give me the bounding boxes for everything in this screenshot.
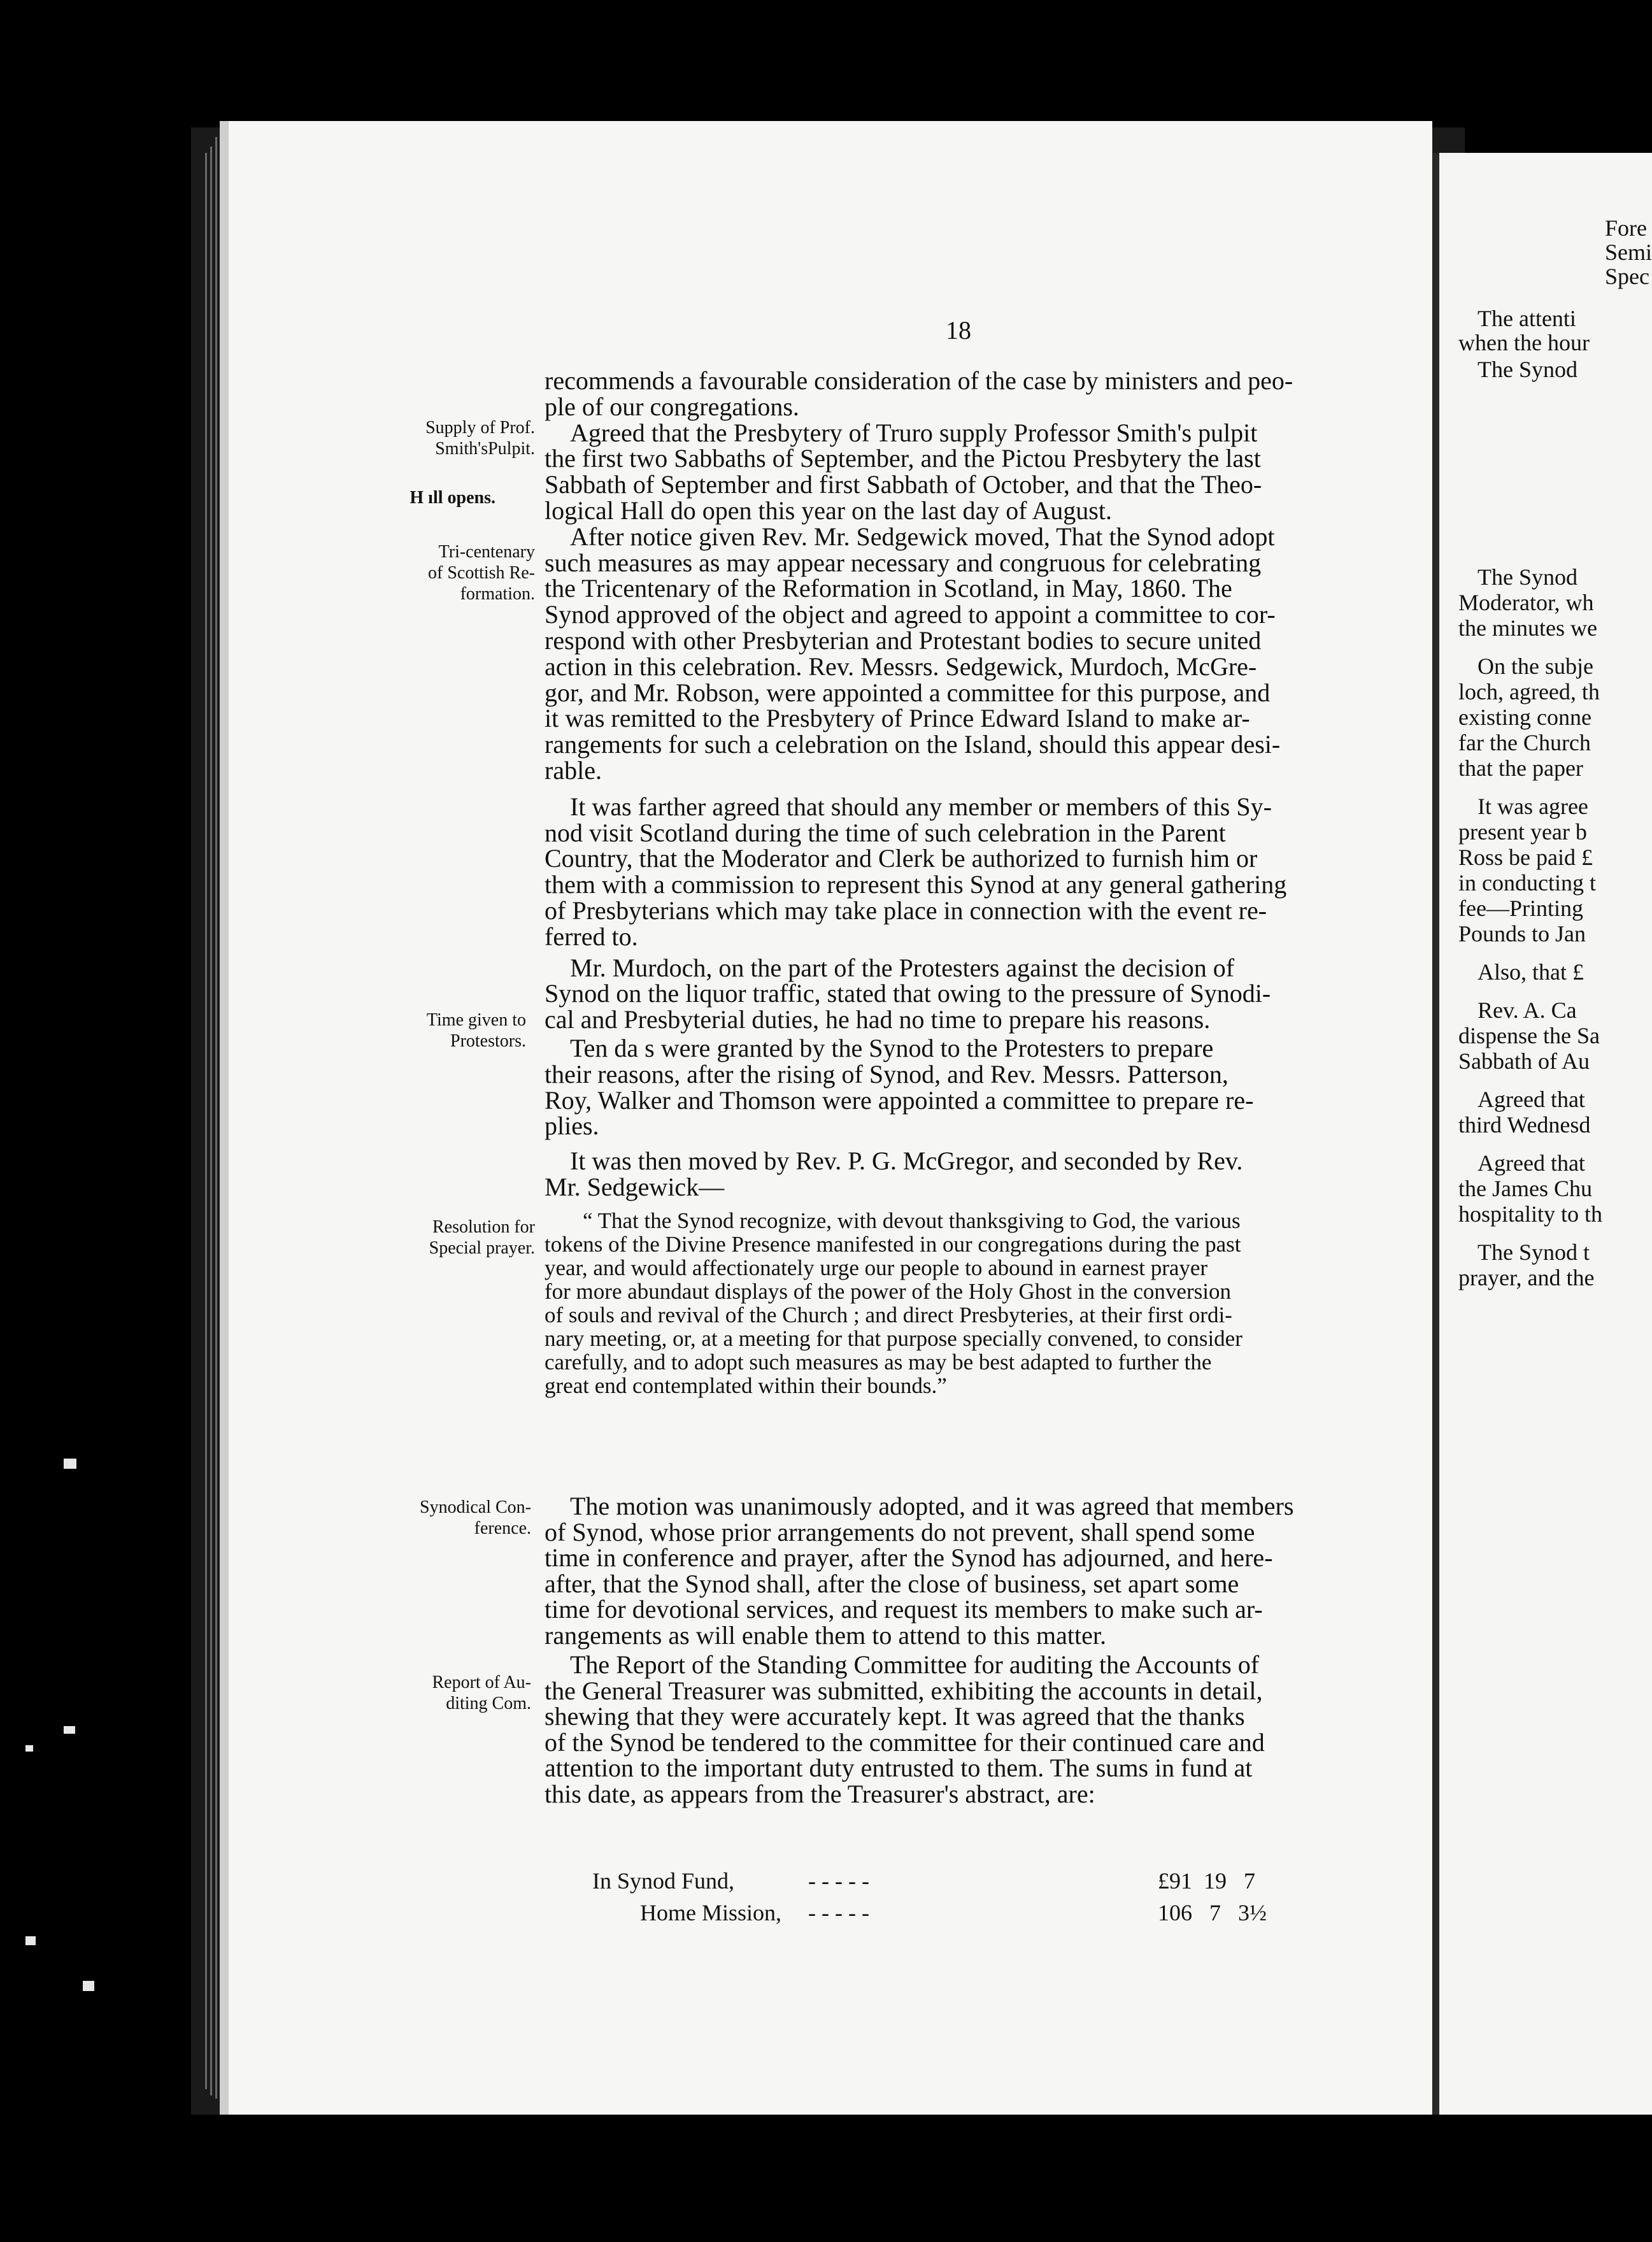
margin-note-line: Report of Au- bbox=[432, 1673, 531, 1692]
text-line: of souls and revival of the Church ; and direct Presbyteries, at their first ordi- bbox=[545, 1303, 1232, 1327]
text-line: time for devotional services, and request its members to make such ar- bbox=[545, 1595, 1263, 1624]
adjacent-page-line: Also, that £ bbox=[1478, 959, 1584, 985]
text-line: Roy, Walker and Thomson were appointed a committee to prepare re- bbox=[545, 1086, 1254, 1115]
scan-artifact bbox=[25, 1936, 36, 1945]
text-line: logical Hall do open this year on the last day of August. bbox=[545, 496, 1112, 525]
margin-note-conference bbox=[420, 1497, 531, 1539]
text-line: rable. bbox=[545, 756, 602, 785]
margin-note-line: ference. bbox=[474, 1518, 531, 1539]
margin-note-line: Supply of Prof. bbox=[425, 418, 535, 438]
adjacent-page-line: when the hour bbox=[1458, 330, 1590, 355]
text-line: ple of our congregations. bbox=[545, 392, 799, 421]
fund-dots: - - - - - bbox=[808, 1900, 869, 1925]
text-line: Synod approved of the object and agreed to appoint a committee to cor- bbox=[545, 600, 1276, 629]
text-line: the Tricentenary of the Reformation in Scotland, in May, 1860. The bbox=[545, 574, 1232, 603]
adjacent-page-line: prayer, and the bbox=[1458, 1265, 1595, 1290]
adjacent-page-line: fee—Printing bbox=[1458, 896, 1583, 921]
adjacent-page-line: Semi bbox=[1605, 239, 1652, 265]
adjacent-page-line: that the paper bbox=[1458, 755, 1583, 781]
adjacent-page-line: Sabbath of Au bbox=[1458, 1048, 1590, 1074]
text-line: this date, as appears from the Treasurer's abstract, are: bbox=[545, 1780, 1095, 1808]
fund-amount: £91 19 7 bbox=[1158, 1868, 1255, 1894]
adjacent-page-line: the minutes we bbox=[1458, 615, 1597, 641]
adjacent-page-line: It was agree bbox=[1478, 794, 1588, 819]
text-line: plies. bbox=[545, 1111, 599, 1140]
adjacent-page-line: The Synod t bbox=[1478, 1239, 1590, 1265]
text-line: The motion was unanimously adopted, and it was agreed that members bbox=[570, 1492, 1294, 1520]
adjacent-page-line: On the subje bbox=[1478, 653, 1593, 679]
text-line: carefully, and to adopt such measures as may be best adapted to further the bbox=[545, 1350, 1212, 1374]
adjacent-page-line: Agreed that bbox=[1478, 1087, 1585, 1112]
adjacent-page-line: in conducting t bbox=[1458, 870, 1596, 896]
text-line: them with a commission to represent this Synod at any general gathering bbox=[545, 870, 1287, 899]
margin-note-line: Smith'sPulpit. bbox=[435, 439, 535, 459]
margin-note-line: Protestors. bbox=[450, 1031, 526, 1052]
adjacent-page-line: Moderator, wh bbox=[1458, 590, 1594, 615]
margin-note-report bbox=[432, 1672, 531, 1714]
scan-artifact bbox=[83, 1981, 94, 1991]
fund-amount: 106 7 3½ bbox=[1158, 1900, 1267, 1925]
margin-note-line: of Scottish Re- bbox=[428, 563, 535, 583]
fund-label: Home Mission, bbox=[640, 1900, 782, 1925]
margin-note-hall bbox=[409, 487, 495, 508]
adjacent-page-line: third Wednesd bbox=[1458, 1112, 1591, 1138]
text-line: rangements for such a celebration on the Island, should this appear desi- bbox=[545, 730, 1281, 759]
text-line: of Synod, whose prior arrangements do not prevent, shall spend some bbox=[545, 1518, 1255, 1546]
adjacent-page-line: The Synod bbox=[1478, 357, 1577, 382]
margin-note-line: Synodical Con- bbox=[420, 1497, 531, 1517]
text-line: great end contemplated within their bounds.” bbox=[545, 1373, 947, 1398]
text-line: year, and would affectionately urge our people to abound in earnest prayer bbox=[545, 1255, 1208, 1280]
text-line: ferred to. bbox=[545, 922, 638, 951]
page-edge bbox=[205, 153, 207, 2089]
adjacent-page-line: the James Chu bbox=[1458, 1176, 1592, 1201]
fund-row-home-mission bbox=[640, 1901, 1267, 1924]
adjacent-page-line: present year b bbox=[1458, 819, 1587, 845]
text-line: it was remitted to the Presbytery of Prince Edward Island to make ar- bbox=[545, 704, 1250, 732]
margin-note-supply bbox=[425, 417, 535, 459]
adjacent-page-line: Rev. A. Ca bbox=[1478, 997, 1577, 1023]
text-line: respond with other Presbyterian and Protestant bodies to secure united bbox=[545, 626, 1262, 655]
adjacent-page-line: Fore bbox=[1605, 215, 1647, 241]
page-number: 18 bbox=[946, 316, 971, 345]
text-line: for more abundaut displays of the power of the Holy Ghost in the conversion bbox=[545, 1279, 1231, 1304]
text-line: Agreed that the Presbytery of Truro supply Professor Smith's pulpit bbox=[570, 418, 1258, 447]
text-line: time in conference and prayer, after the Synod has adjourned, and here- bbox=[545, 1543, 1273, 1572]
text-line: It was farther agreed that should any member or members of this Sy- bbox=[570, 792, 1272, 821]
margin-note-line: Tri-centenary bbox=[438, 542, 535, 562]
adjacent-page-line: The attenti bbox=[1478, 306, 1576, 331]
text-line: cal and Presbyterial duties, he had no time to prepare his reasons. bbox=[545, 1005, 1211, 1034]
text-line: after, that the Synod shall, after the close of business, set apart some bbox=[545, 1569, 1239, 1598]
fund-dots: - - - - - bbox=[808, 1868, 869, 1894]
margin-note-resolution bbox=[429, 1217, 535, 1259]
adjacent-page-line: The Synod bbox=[1478, 564, 1577, 590]
text-line: Ten da s were granted by the Synod to the Protesters to prepare bbox=[570, 1034, 1214, 1062]
margin-note-line: formation. bbox=[460, 584, 535, 604]
page-edge bbox=[215, 137, 217, 2099]
margin-note-time bbox=[427, 1010, 526, 1052]
adjacent-page bbox=[1433, 153, 1652, 2115]
fund-label: In Synod Fund, bbox=[592, 1868, 735, 1894]
margin-note-line: diting Com. bbox=[446, 1694, 531, 1714]
margin-note-line: H ıll opens. bbox=[409, 488, 495, 508]
text-line: The Report of the Standing Committee for auditing the Accounts of bbox=[570, 1650, 1260, 1679]
text-line: It was then moved by Rev. P. G. McGregor, and seconded by Rev. bbox=[570, 1146, 1243, 1175]
text-line: of Presbyterians which may take place in connection with the event re- bbox=[545, 896, 1267, 925]
text-line: Country, that the Moderator and Clerk be authorized to furnish him or bbox=[545, 844, 1258, 873]
scan-artifact bbox=[64, 1459, 76, 1469]
text-line: the General Treasurer was submitted, exhibiting the accounts in detail, bbox=[545, 1676, 1263, 1705]
adjacent-page-line: hospitality to th bbox=[1458, 1201, 1603, 1227]
scan-artifact bbox=[64, 1726, 75, 1734]
adjacent-page-line: loch, agreed, th bbox=[1458, 679, 1600, 704]
fund-row-synod bbox=[592, 1869, 1255, 1892]
text-line: tokens of the Divine Presence manifested in our congregations during the past bbox=[545, 1232, 1241, 1257]
adjacent-page-line: Agreed that bbox=[1478, 1150, 1585, 1176]
margin-note-tricentenary bbox=[428, 541, 535, 604]
text-line: shewing that they were accurately kept. It was agreed that the thanks bbox=[545, 1702, 1245, 1731]
margin-note-line: Special prayer. bbox=[429, 1238, 535, 1259]
text-line: such measures as may appear necessary and congruous for celebrating bbox=[545, 548, 1262, 577]
text-line: Mr. Murdoch, on the part of the Protesters against the decision of bbox=[570, 953, 1235, 982]
text-line: Sabbath of September and first Sabbath of October, and that the Theo- bbox=[545, 470, 1262, 499]
text-line: “ That the Synod recognize, with devout thanksgiving to God, the various bbox=[583, 1208, 1241, 1233]
adjacent-page-line: Pounds to Jan bbox=[1458, 921, 1586, 946]
adjacent-page-line: Spec bbox=[1605, 264, 1649, 289]
text-line: After notice given Rev. Mr. Sedgewick moved, That the Synod adopt bbox=[570, 522, 1275, 551]
text-line: the first two Sabbaths of September, and the Pictou Presbytery the last bbox=[545, 444, 1261, 473]
text-line: gor, and Mr. Robson, were appointed a committee for this purpose, and bbox=[545, 678, 1271, 707]
text-line: nary meeting, or, at a meeting for that purpose specially convened, to consider bbox=[545, 1326, 1243, 1351]
margin-note-line: Time given to bbox=[426, 1010, 526, 1030]
adjacent-page-line: far the Church bbox=[1458, 730, 1591, 755]
text-line: Mr. Sedgewick— bbox=[545, 1173, 725, 1201]
scan-artifact bbox=[25, 1745, 33, 1752]
adjacent-page-line: existing conne bbox=[1458, 704, 1591, 730]
text-line: Synod on the liquor traffic, stated that owing to the pressure of Synodi- bbox=[545, 979, 1271, 1008]
adjacent-page-line: Ross be paid £ bbox=[1458, 845, 1593, 870]
text-line: their reasons, after the rising of Synod, and Rev. Messrs. Patterson, bbox=[545, 1060, 1228, 1089]
page-edge bbox=[210, 146, 212, 2096]
text-line: attention to the important duty entrusted to them. The sums in fund at bbox=[545, 1753, 1253, 1782]
text-line: action in this celebration. Rev. Messrs. Sedgewick, Murdoch, McGre- bbox=[545, 652, 1257, 681]
text-line: rangements as will enable them to attend to this matter. bbox=[545, 1621, 1106, 1650]
text-line: nod visit Scotland during the time of such celebration in the Parent bbox=[545, 818, 1226, 847]
text-line: recommends a favourable consideration of the case by ministers and peo- bbox=[545, 366, 1293, 395]
adjacent-page-line: dispense the Sa bbox=[1458, 1023, 1600, 1048]
margin-note-line: Resolution for bbox=[432, 1217, 535, 1237]
text-line: of the Synod be tendered to the committee for their continued care and bbox=[545, 1728, 1265, 1757]
